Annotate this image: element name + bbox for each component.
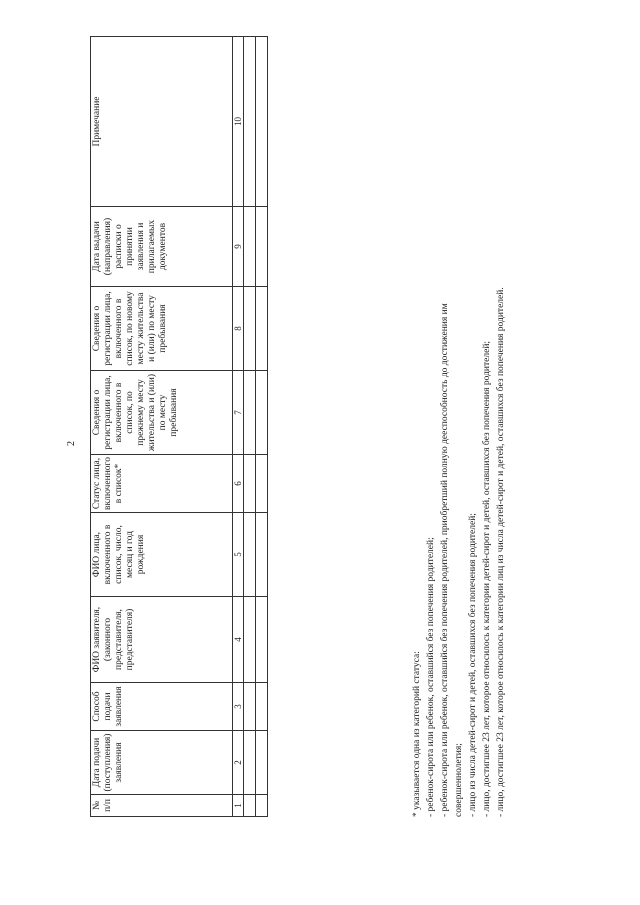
- empty-cell: [244, 371, 256, 455]
- column-number-5: 5: [233, 513, 244, 597]
- footnote-item: - лицо, достигшее 23 лет, которое относилось к категории лиц из числа детей-сирот и детей, оставшихся без попечения родителей.: [496, 287, 506, 817]
- empty-cell: [244, 795, 256, 817]
- footnote-item: - лицо из числа детей-сирот и детей, оставшихся без попечения родителей;: [468, 513, 478, 817]
- header-cell-6: Статус лица, включенного в список*: [91, 455, 233, 513]
- empty-cell: [256, 513, 268, 597]
- empty-cell: [256, 731, 268, 795]
- empty-cell: [256, 37, 268, 207]
- footnote-intro: * указывается одна из категорий статуса:: [412, 651, 422, 817]
- empty-cell: [244, 287, 256, 371]
- empty-cell: [256, 795, 268, 817]
- empty-cell: [256, 371, 268, 455]
- header-cell-10: Примечание: [91, 37, 233, 207]
- empty-cell: [244, 207, 256, 287]
- empty-cell: [256, 455, 268, 513]
- header-cell-8: Сведения о регистрации лица, включенного в список, по новому месту жительства и (или) по месту пребывания: [91, 287, 233, 371]
- footnote-item: - ребенок-сирота или ребенок, оставшийся без попечения родителей, приобретший полную дееспособность до достижения им: [440, 303, 450, 817]
- registry-table: [90, 36, 268, 817]
- column-number-1: 1: [233, 795, 244, 817]
- column-number-6: 6: [233, 455, 244, 513]
- footnote-item: - лицо, достигшее 23 лет, которое относилось к категории детей-сирот и детей, оставшихся без попечения родителей;: [482, 340, 492, 817]
- empty-cell: [256, 683, 268, 731]
- column-number-row: [233, 37, 244, 817]
- empty-cell: [244, 455, 256, 513]
- page-number: 2: [66, 441, 77, 446]
- header-cell-7: Сведения о регистрации лица, включенного в список, по прежнему месту жительства и (или) по месту пребывания: [91, 371, 233, 455]
- empty-cell: [244, 37, 256, 207]
- empty-cell: [244, 731, 256, 795]
- column-number-8: 8: [233, 287, 244, 371]
- empty-cell: [256, 597, 268, 683]
- header-cell-2: Дата подачи (поступления) заявления: [91, 731, 233, 795]
- empty-cell: [244, 683, 256, 731]
- table-header-row: [91, 37, 233, 817]
- header-cell-9: Дата выдачи (направления) расписки о принятии заявления и прилагаемых документов: [91, 207, 233, 287]
- header-cell-1: № п/п: [91, 795, 233, 817]
- column-number-10: 10: [233, 37, 244, 207]
- column-number-2: 2: [233, 731, 244, 795]
- empty-cell: [244, 597, 256, 683]
- status-footnotes: [410, 17, 508, 817]
- header-cell-5: ФИО лица, включенного в список, число, месяц и год рождения: [91, 513, 233, 597]
- empty-cell: [256, 207, 268, 287]
- column-number-9: 9: [233, 207, 244, 287]
- table-row-empty-2: [256, 37, 268, 817]
- footnote-item-continuation: совершеннолетия;: [454, 743, 464, 817]
- column-number-4: 4: [233, 597, 244, 683]
- header-cell-4: ФИО заявителя, (законного представителя, представителя): [91, 597, 233, 683]
- footnote-item: - ребенок-сирота или ребенок, оставшийся без попечения родителей;: [426, 537, 436, 817]
- header-cell-3: Способ подачи заявления: [91, 683, 233, 731]
- column-number-7: 7: [233, 371, 244, 455]
- empty-cell: [256, 287, 268, 371]
- table-row-empty-1: [244, 37, 256, 817]
- empty-cell: [244, 513, 256, 597]
- column-number-3: 3: [233, 683, 244, 731]
